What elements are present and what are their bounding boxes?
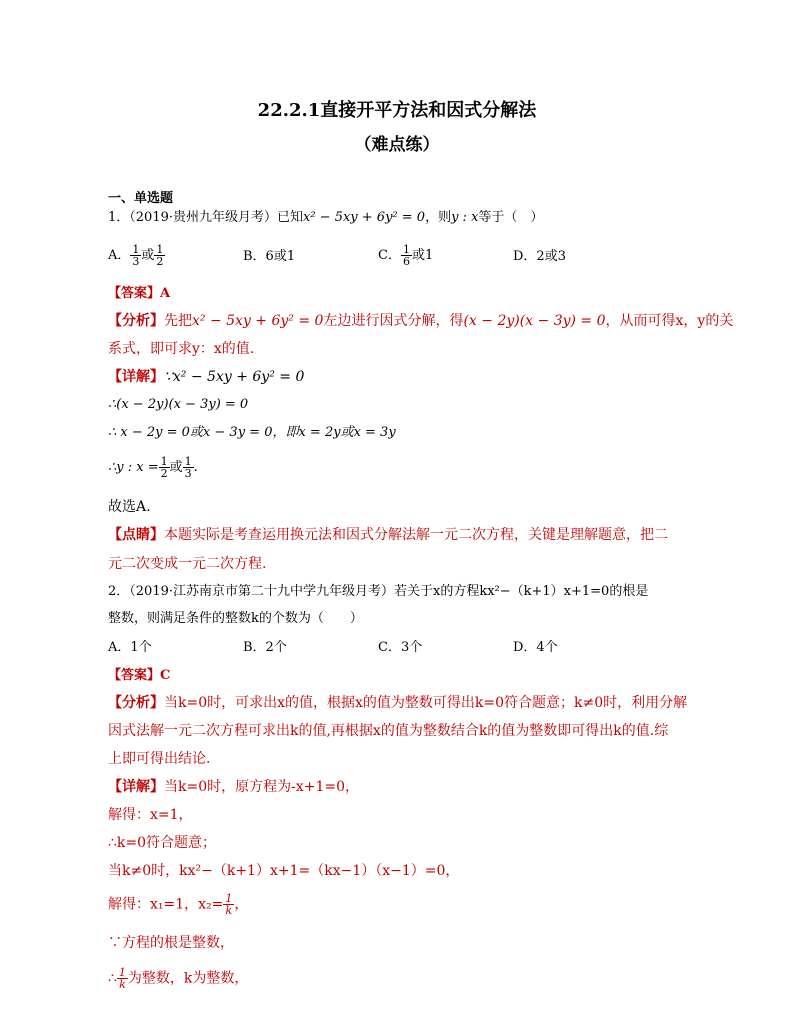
q2-detail-6: ∵方程的根是整数，: [108, 935, 234, 951]
q2-option-a: A．1个: [108, 640, 152, 655]
q2-detail-7: [108, 967, 248, 990]
comment-tag: 【点睛】: [108, 527, 164, 543]
section-heading: 一、单选题: [108, 191, 174, 206]
q2-answer: [108, 667, 170, 685]
comma: ，: [234, 896, 249, 913]
q1-stem-ratio: y : x: [451, 210, 479, 225]
numerator: 1: [184, 455, 192, 468]
numerator: 1: [402, 243, 410, 256]
numerator: 1: [118, 966, 126, 979]
q2-detail-1: [108, 778, 359, 796]
q2-analysis-2: 因式法解一元二次方程可求出k的值,再根据x的值为整数结合k的值为整数即可得出k的值.综: [108, 723, 669, 739]
numerator: 1: [160, 455, 168, 468]
analysis-text: 先把: [164, 313, 192, 329]
analysis-equation: x² − 5xy + 6y² = 0: [192, 313, 324, 329]
fraction: [155, 244, 164, 267]
fraction: [224, 893, 233, 916]
q1-option-b: B．6或1: [243, 249, 296, 264]
detail-ratio: ∴y : x =: [108, 460, 159, 475]
fraction: [402, 244, 411, 267]
denominator: 2: [160, 467, 168, 480]
q1-option-a: [108, 244, 165, 267]
q2-detail-4: 当k≠0时，kx²−（k+1）x+1=（kx−1）（x−1）=0，: [108, 863, 460, 879]
detail-equation: ∵x² − 5xy + 6y² = 0: [164, 369, 305, 385]
document-subtitle: （难点练）: [354, 135, 440, 155]
q1-detail-4: [108, 456, 198, 479]
comment-text: 本题实际是考查运用换元法和因式分解法解一元二次方程，关键是理解题意，把二: [164, 527, 668, 543]
q1-stem-text-3: 等于（ ）: [478, 210, 544, 225]
or-text: 或: [169, 460, 183, 475]
fraction: [160, 456, 169, 479]
q1-option-d: D．2或3: [513, 249, 566, 264]
q2-option-d: D．4个: [513, 640, 558, 655]
numerator: 1: [225, 892, 233, 905]
denominator: 6: [402, 255, 410, 268]
q1-option-c: [378, 244, 433, 267]
q1-comment-1: [108, 526, 668, 544]
q1-stem-text: 1．（2019·贵州九年级月考）已知: [108, 210, 303, 225]
q2-analysis-1: [108, 694, 687, 712]
fraction: [131, 244, 140, 267]
denominator: k: [225, 904, 233, 917]
analysis-equation-2: (x − 2y)(x − 3y) = 0: [463, 313, 606, 329]
q1-analysis: [108, 312, 733, 330]
analysis-text: 当k=0时，可求出x的值，根据x的值为整数可得出k=0符合题意；k≠0时，利用分解: [164, 695, 688, 711]
document-title: 22.2.1直接开平方法和因式分解法: [257, 100, 537, 121]
q1-detail-2: ∴(x − 2y)(x − 3y) = 0: [108, 397, 249, 412]
detail-text: 解得：x₁=1，x₂=: [108, 896, 224, 913]
q2-detail-3: ∴k=0符合题意；: [108, 835, 217, 851]
detail-text: 当k=0时，原方程为-x+1=0，: [164, 779, 360, 795]
q2-detail-2: 解得：x=1，: [108, 807, 193, 823]
q1-choose: 故选A.: [108, 499, 151, 515]
q2-option-b: B．2个: [243, 640, 287, 655]
denominator: 2: [156, 255, 164, 268]
analysis-tag: 【分析】: [108, 695, 164, 711]
analysis-text-2: 左边进行因式分解，得: [323, 313, 464, 329]
or-text: 或: [141, 248, 155, 263]
q1-analysis-line-2: 系式，即可求y：x的值.: [108, 341, 255, 357]
detail-tag: 【详解】: [108, 369, 164, 385]
q1-stem-text-2: ，则: [425, 210, 452, 225]
q1-option-c-rest: 或1: [411, 248, 434, 263]
detail-text: 为整数，k为整数，: [127, 970, 249, 987]
q2-analysis-3: 上即可得出结论．: [108, 751, 220, 767]
fraction: [184, 456, 193, 479]
q1-detail-1: [108, 368, 304, 386]
answer-tag: 【答案】: [108, 286, 161, 301]
answer-value: A: [160, 286, 171, 301]
q2-option-c: C．3个: [378, 640, 423, 655]
q1-option-a-label: A．: [108, 248, 131, 263]
q1-comment-2: 元二次变成一元二次方程.: [108, 556, 267, 572]
answer-tag: 【答案】: [108, 668, 161, 683]
q2-stem-2: 整数，则满足条件的整数k的个数为（ ）: [108, 611, 363, 626]
q1-answer: [108, 285, 170, 303]
denominator: 3: [132, 255, 140, 268]
detail-tag: 【详解】: [108, 779, 164, 795]
denominator: k: [119, 978, 126, 991]
q1-detail-3: ∴ x − 2y = 0或x − 3y = 0，即x = 2y或x = 3y: [108, 425, 396, 440]
q1-stem: [108, 209, 543, 227]
numerator: 1: [132, 243, 140, 256]
answer-value: C: [160, 668, 171, 683]
q1-option-c-label: C．: [378, 248, 401, 263]
analysis-text-3: ，从而可得x，y的关: [605, 313, 734, 329]
q1-stem-equation: x² − 5xy + 6y² = 0: [303, 210, 426, 225]
therefore-sign: ∴: [108, 970, 117, 987]
q2-stem-1: 2．（2019·江苏南京市第二十九中学九年级月考）若关于x的方程kx²−（k+1）x+1=0的根是: [108, 584, 649, 599]
period: .: [193, 460, 198, 475]
numerator: 1: [156, 243, 164, 256]
denominator: 3: [184, 467, 192, 480]
analysis-tag: 【分析】: [108, 313, 164, 329]
fraction: [118, 967, 127, 990]
q2-detail-5: [108, 893, 248, 916]
